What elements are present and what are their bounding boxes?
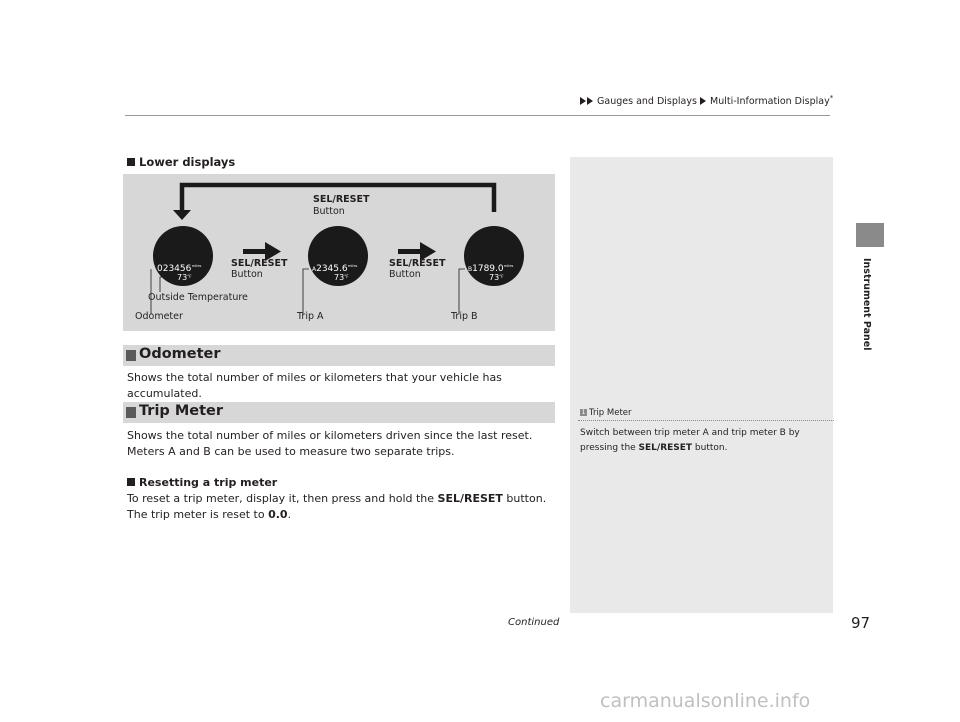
continued-label: Continued xyxy=(508,617,560,628)
watermark: carmanualsonline.info xyxy=(600,690,811,712)
odometer-section-header xyxy=(123,345,555,366)
top-button-label: SEL/RESET xyxy=(313,194,370,205)
gauge2-unit: miles xyxy=(348,264,358,268)
gauge1-value: 023456 xyxy=(157,264,192,274)
sidebar-note-title: 1 Trip Meter xyxy=(581,408,632,418)
trip-b-leader xyxy=(459,269,465,314)
gauge1-temp: $73^{^\circ F}$ xyxy=(177,273,192,282)
lower-displays-heading: Lower displays xyxy=(127,155,235,169)
gauge1-unit: miles xyxy=(192,264,202,268)
right-button-label: SEL/RESET xyxy=(389,258,446,269)
left-button-label: SEL/RESET xyxy=(231,258,288,269)
section-marker-icon xyxy=(126,350,136,361)
breadcrumb xyxy=(580,94,833,107)
trip-a-label: Trip A xyxy=(297,311,324,322)
arrow-right-icon xyxy=(580,97,586,105)
footnote-mark: * xyxy=(829,94,834,102)
sidebar-note-divider xyxy=(578,420,834,421)
arrow-right-icon xyxy=(587,97,593,105)
reset-trip-text: To reset a trip meter, display it, then press and hold the SEL/RESET button. The trip meter is reset to 0.0. xyxy=(127,492,547,521)
arrow-right-icon xyxy=(700,97,706,105)
cycle-arrow-head xyxy=(173,210,191,220)
odometer-description: Shows the total number of miles or kilometers that your vehicle has accumulated. xyxy=(127,371,502,400)
arrow-right-2-shaft xyxy=(398,249,421,254)
gauge2-temp: $73^{^\circ F}$ xyxy=(334,273,349,282)
trip-meter-description: Shows the total number of miles or kilometers driven since the last reset. Meters A and B can be used to measure two separate trips. xyxy=(127,429,533,458)
right-button-word: Button xyxy=(389,269,421,280)
outside-temperature-label: Outside Temperature xyxy=(148,292,248,303)
gauge3-value: B1789.0 xyxy=(468,264,504,274)
chapter-tab-label: Instrument Panel xyxy=(861,258,872,351)
left-button-word: Button xyxy=(231,269,263,280)
chapter-tab-marker xyxy=(856,223,884,247)
breadcrumb-item-mid[interactable]: Multi-Information Display xyxy=(710,96,830,107)
lower-displays-diagram xyxy=(123,174,555,331)
gauge3-unit: miles xyxy=(504,264,514,268)
trip-b-label: Trip B xyxy=(451,311,478,322)
gauge3-temp: $73^{^\circ F}$ xyxy=(489,273,504,282)
section-marker-icon xyxy=(126,407,136,418)
note-marker-icon: 1 xyxy=(581,409,586,416)
trip-a-leader xyxy=(303,269,309,314)
page-number: 97 xyxy=(851,614,871,632)
sidebar-note-text: Switch between trip meter A and trip meter B by pressing the SEL/RESET button. xyxy=(580,428,800,453)
odometer-label: Odometer xyxy=(135,311,183,322)
reset-trip-heading: Resetting a trip meter xyxy=(127,476,277,489)
sidebar-column xyxy=(570,157,833,613)
trip-meter-title: Trip Meter xyxy=(139,403,224,419)
header-divider xyxy=(125,115,830,116)
breadcrumb-item-gauges[interactable]: Gauges and Displays xyxy=(597,96,697,107)
trip-meter-section-header xyxy=(123,402,555,423)
odometer-title: Odometer xyxy=(139,346,221,362)
top-button-word: Button xyxy=(313,206,345,217)
gauge2-value: A2345.6 xyxy=(312,264,348,274)
arrow-right-1-shaft xyxy=(243,249,266,254)
